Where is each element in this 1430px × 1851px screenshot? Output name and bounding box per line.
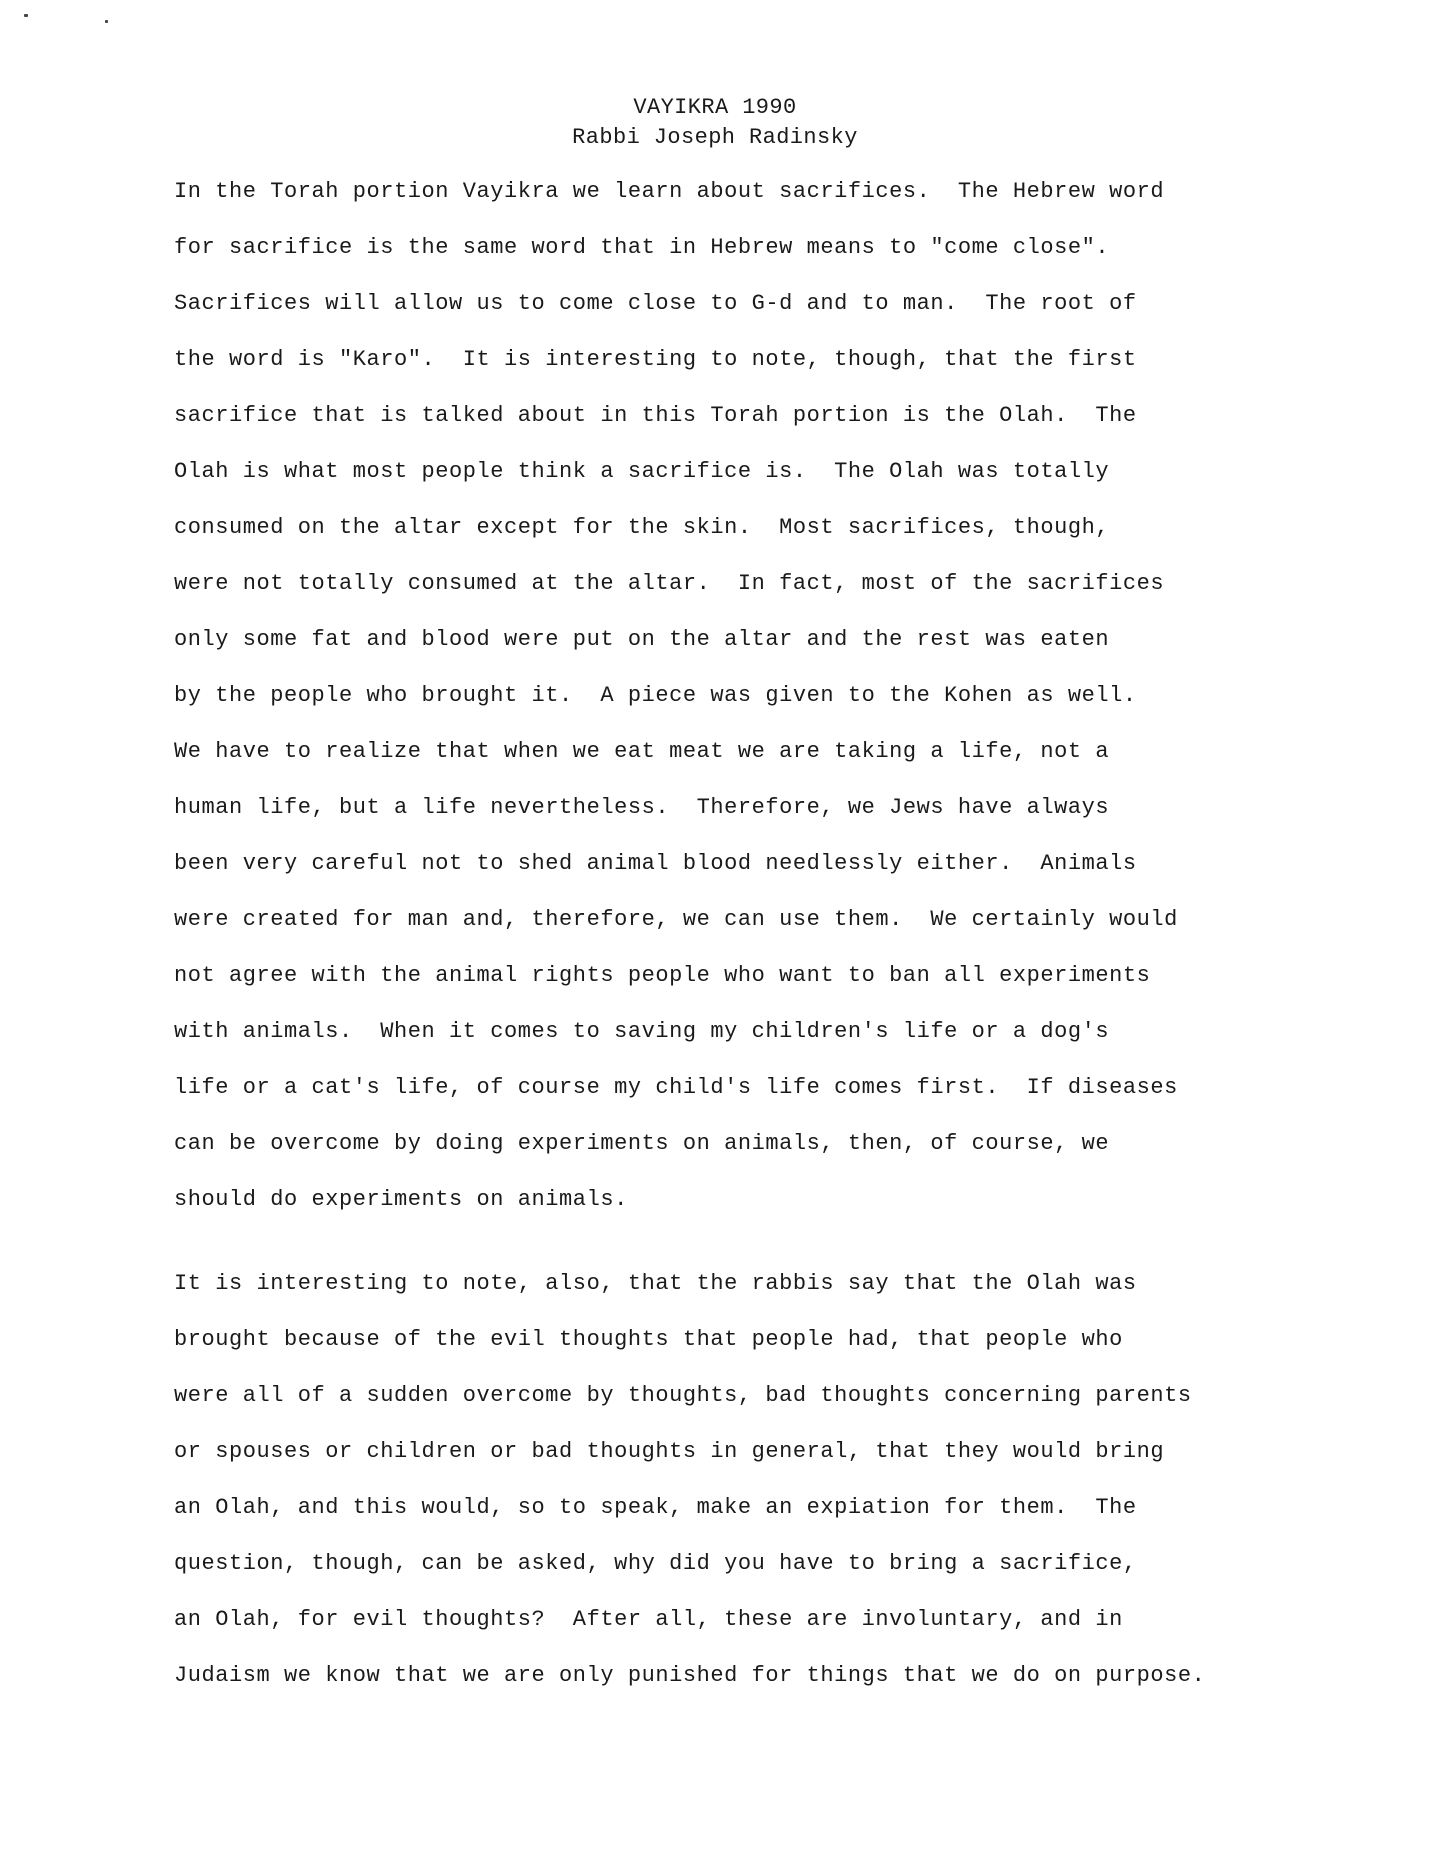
text-line: In the Torah portion Vayikra we learn about sacrifices. The Hebrew word xyxy=(174,179,1165,204)
text-line: the word is "Karo". It is interesting to note, though, that the first xyxy=(174,347,1137,372)
text-line: can be overcome by doing experiments on animals, then, of course, we xyxy=(174,1131,1110,1156)
scan-speck xyxy=(105,20,108,23)
paragraph-2 xyxy=(174,1266,1234,1714)
text-line: should do experiments on animals. xyxy=(174,1187,628,1212)
text-line: with animals. When it comes to saving my children's life or a dog's xyxy=(174,1019,1110,1044)
text-line: or spouses or children or bad thoughts in general, that they would bring xyxy=(174,1439,1165,1464)
document-title: VAYIKRA 1990 xyxy=(633,95,797,120)
text-line: life or a cat's life, of course my child's life comes first. If diseases xyxy=(174,1075,1178,1100)
text-line: for sacrifice is the same word that in Hebrew means to "come close". xyxy=(174,235,1110,260)
text-line: consumed on the altar except for the skin. Most sacrifices, though, xyxy=(174,515,1110,540)
document-author: Rabbi Joseph Radinsky xyxy=(572,125,858,150)
paragraph-1 xyxy=(174,174,1234,1238)
text-line: Sacrifices will allow us to come close to G-d and to man. The root of xyxy=(174,291,1137,316)
text-line: sacrifice that is talked about in this Torah portion is the Olah. The xyxy=(174,403,1137,428)
text-line: question, though, can be asked, why did you have to bring a sacrifice, xyxy=(174,1551,1137,1576)
text-line: were all of a sudden overcome by thoughts, bad thoughts concerning parents xyxy=(174,1383,1192,1408)
text-line: by the people who brought it. A piece was given to the Kohen as well. xyxy=(174,683,1137,708)
text-line: brought because of the evil thoughts that people had, that people who xyxy=(174,1327,1123,1352)
scan-speck xyxy=(24,14,28,17)
text-line: We have to realize that when we eat meat we are taking a life, not a xyxy=(174,739,1110,764)
text-line: an Olah, for evil thoughts? After all, these are involuntary, and in xyxy=(174,1607,1123,1632)
text-line: only some fat and blood were put on the altar and the rest was eaten xyxy=(174,627,1110,652)
text-line: Olah is what most people think a sacrifice is. The Olah was totally xyxy=(174,459,1110,484)
text-line: were created for man and, therefore, we can use them. We certainly would xyxy=(174,907,1178,932)
text-line: were not totally consumed at the altar. In fact, most of the sacrifices xyxy=(174,571,1165,596)
text-line: Judaism we know that we are only punished for things that we do on purpose. xyxy=(174,1663,1206,1688)
text-line: been very careful not to shed animal blood needlessly either. Animals xyxy=(174,851,1137,876)
text-line: not agree with the animal rights people who want to ban all experiments xyxy=(174,963,1151,988)
text-line: human life, but a life nevertheless. Therefore, we Jews have always xyxy=(174,795,1110,820)
text-line: It is interesting to note, also, that the rabbis say that the Olah was xyxy=(174,1271,1137,1296)
text-line: an Olah, and this would, so to speak, make an expiation for them. The xyxy=(174,1495,1137,1520)
